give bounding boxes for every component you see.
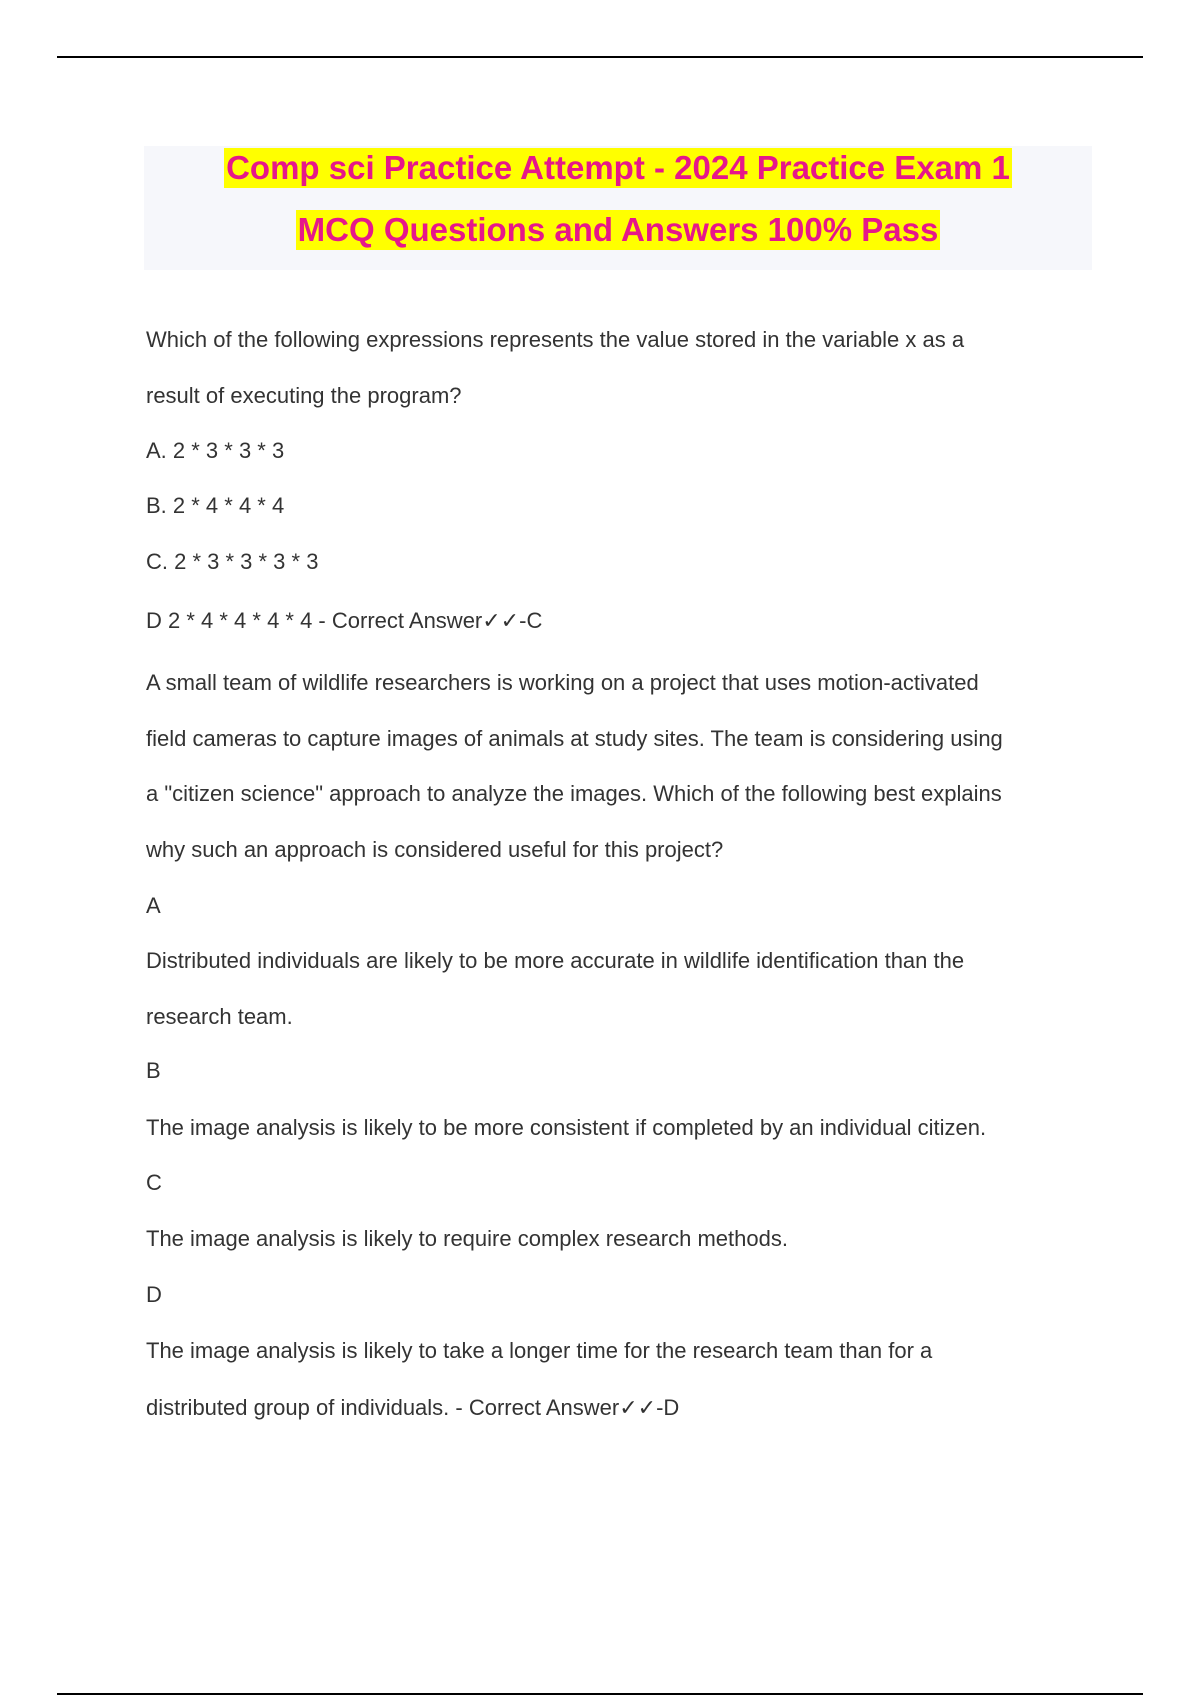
q2-option-d-line-1: The image analysis is likely to take a longer time for the research team than for a	[146, 1338, 933, 1363]
bottom-rule	[57, 1693, 1143, 1695]
q1-option-a: A. 2 * 3 * 3 * 3	[146, 438, 285, 463]
q2-option-c-label: C	[146, 1170, 162, 1195]
q2-text-line-1: A small team of wildlife researchers is working on a project that uses motion-activated	[146, 670, 979, 695]
title-box	[144, 146, 1092, 270]
q2-option-d-line-2-answer: distributed group of individuals. - Correct Answer✓✓-D	[146, 1395, 680, 1420]
q2-option-b-text: The image analysis is likely to be more consistent if completed by an individual citizen.	[146, 1115, 987, 1140]
q2-option-a-line-1: Distributed individuals are likely to be more accurate in wildlife identification than the	[146, 948, 965, 973]
page-title-line-1: Comp sci Practice Attempt - 2024 Practice Exam 1	[226, 149, 1010, 186]
q2-option-c-text: The image analysis is likely to require complex research methods.	[146, 1226, 788, 1251]
q1-text-line-2: result of executing the program?	[146, 383, 462, 408]
q2-text-line-2: field cameras to capture images of animals at study sites. The team is considering using	[146, 726, 1003, 751]
page-title-line-2: MCQ Questions and Answers 100% Pass	[297, 211, 939, 248]
q2-text-line-4: why such an approach is considered useful for this project?	[146, 837, 724, 862]
top-rule	[57, 56, 1143, 58]
q2-option-a-line-2: research team.	[146, 1004, 293, 1029]
q1-option-c: C. 2 * 3 * 3 * 3 * 3	[146, 549, 319, 574]
q2-option-b-label: B	[146, 1058, 161, 1083]
q1-option-d-answer: D 2 * 4 * 4 * 4 * 4 - Correct Answer✓✓-C	[146, 608, 543, 633]
q2-text-line-3: a "citizen science" approach to analyze the images. Which of the following best explains	[146, 781, 1002, 806]
q2-option-d-label: D	[146, 1282, 162, 1307]
q2-option-a-label: A	[146, 893, 161, 918]
q1-option-b: B. 2 * 4 * 4 * 4	[146, 493, 285, 518]
q1-text-line-1: Which of the following expressions represents the value stored in the variable x as a	[146, 327, 965, 352]
